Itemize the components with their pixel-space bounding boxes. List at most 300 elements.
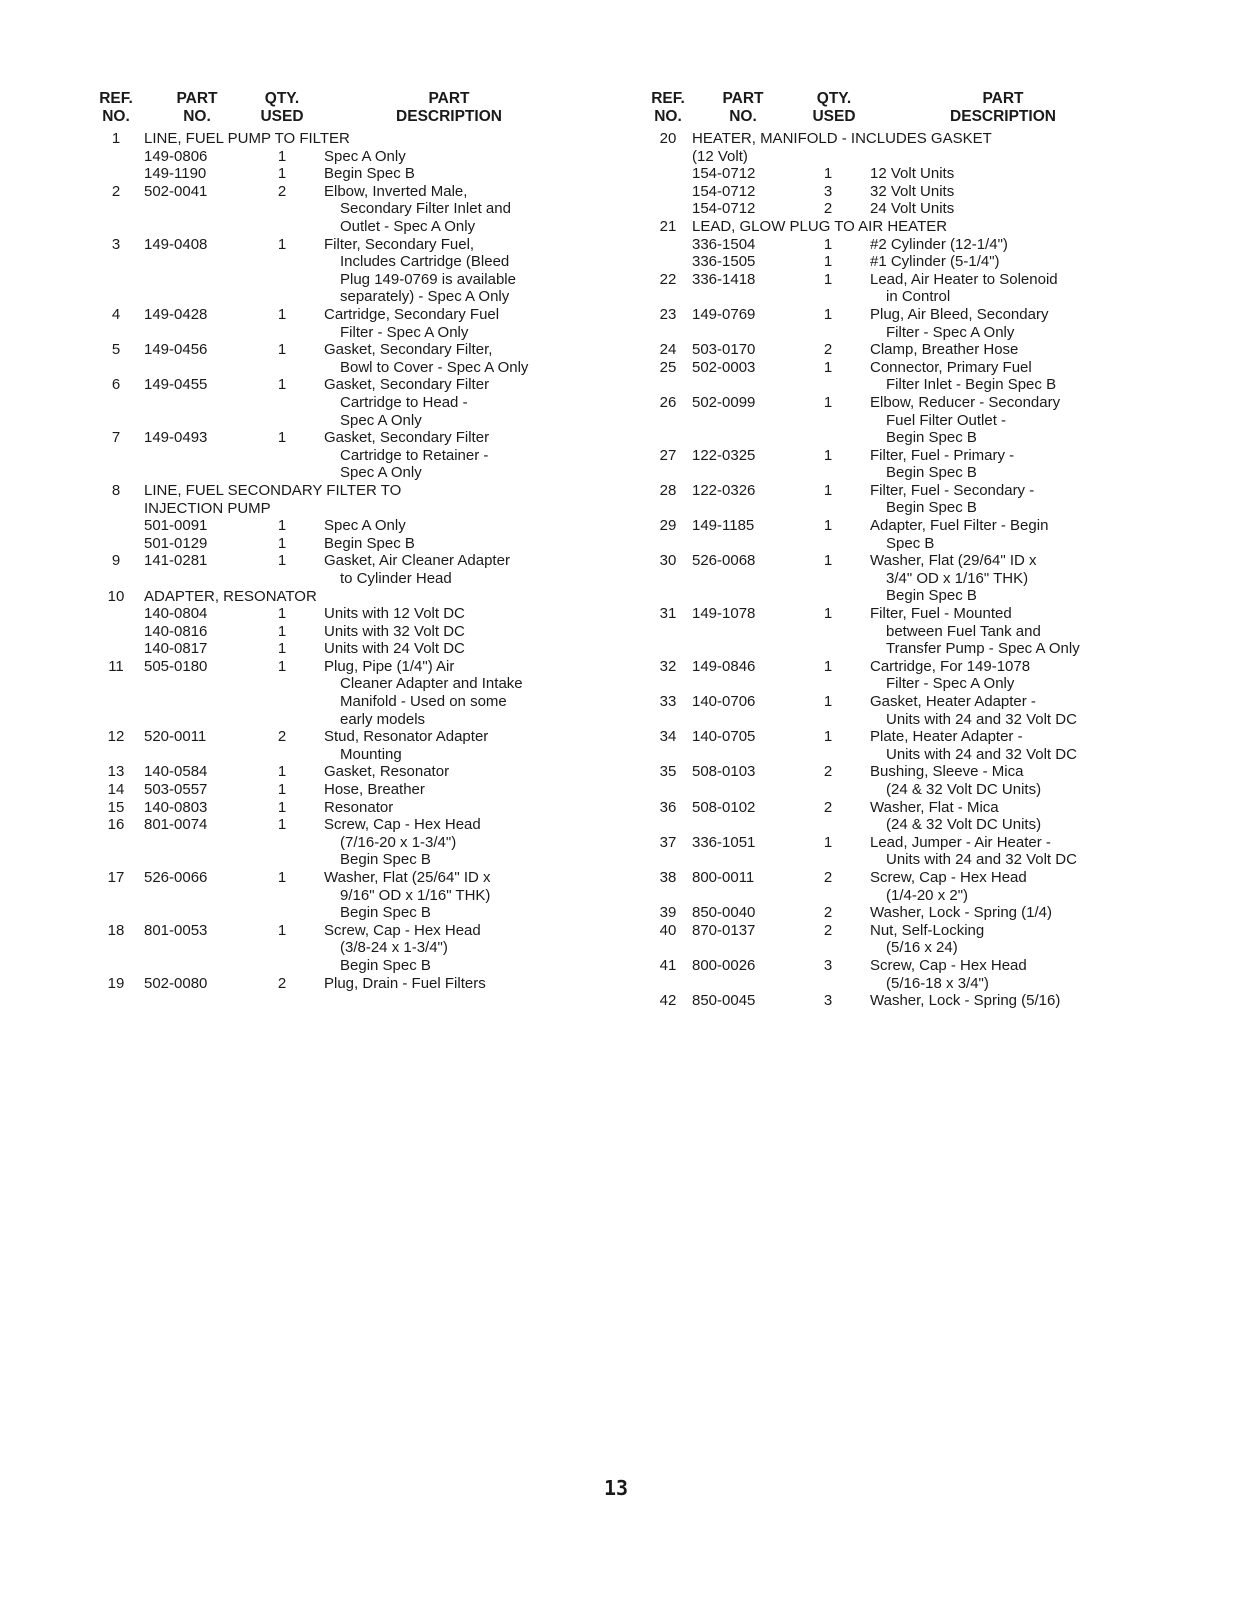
quantity-used: 1	[823, 657, 833, 675]
description-line: Filter, Secondary Fuel,	[324, 235, 475, 253]
table-row	[648, 200, 1148, 218]
part-number: 800-0011	[692, 868, 755, 886]
part-description	[324, 623, 465, 641]
quantity-used: 1	[823, 446, 833, 464]
table-row	[96, 728, 596, 763]
description-line: Plug, Pipe (1/4") Air	[324, 657, 455, 675]
part-description	[870, 992, 1060, 1010]
part-number: 526-0066	[144, 869, 208, 887]
description-line: Washer, Flat (29/64" ID x	[870, 552, 1037, 570]
part-number: 122-0326	[692, 481, 756, 499]
description-line: Units with 32 Volt DC	[324, 622, 465, 640]
description-line: Fuel Filter Outlet -	[886, 411, 1007, 429]
header-qty: QTY. USED	[260, 90, 304, 125]
part-description	[870, 763, 1041, 798]
description-line: Spec A Only	[324, 517, 406, 535]
ref-number: 17	[107, 869, 125, 887]
description-line: Begin Spec B	[886, 464, 977, 482]
description-line: Washer, Lock - Spring (1/4)	[870, 904, 1053, 922]
description-line: Manifold - Used on some	[340, 693, 507, 711]
description-line: in Control	[886, 288, 951, 306]
description-line: Spec A Only	[340, 411, 422, 429]
description-line: Mounting	[340, 745, 402, 763]
table-row	[648, 922, 1148, 957]
part-description	[324, 975, 486, 993]
group-title	[144, 130, 350, 148]
description-line: Elbow, Reducer - Secondary	[870, 393, 1061, 411]
quantity-used: 1	[277, 798, 287, 816]
ref-number: 8	[111, 481, 121, 499]
part-number: 122-0325	[692, 446, 756, 464]
part-description	[324, 429, 489, 482]
ref-number: 13	[107, 763, 125, 781]
part-number: 149-0806	[144, 147, 208, 165]
ref-number: 31	[659, 605, 677, 623]
part-description	[324, 552, 510, 587]
part-number: 154-0712	[692, 200, 756, 218]
part-number: 870-0137	[692, 921, 756, 939]
description-line: Plate, Heater Adapter -	[870, 728, 1023, 746]
part-description	[324, 781, 425, 799]
description-line: Lead, Jumper - Air Heater -	[870, 833, 1051, 851]
left-parts-table	[96, 90, 596, 992]
ref-number: 20	[659, 130, 677, 147]
part-description	[870, 394, 1060, 447]
table-row	[648, 130, 1148, 165]
description-line: Begin Spec B	[324, 165, 415, 183]
quantity-used: 1	[277, 869, 287, 887]
ref-number: 3	[111, 235, 121, 253]
quantity-used: 3	[823, 992, 833, 1010]
quantity-used: 3	[823, 956, 833, 974]
ref-number: 22	[659, 270, 677, 288]
quantity-used: 2	[823, 200, 833, 218]
part-number: 502-0099	[692, 393, 756, 411]
table-row	[96, 552, 596, 587]
table-row	[96, 816, 596, 869]
description-line: (3/8-24 x 1-3/4")	[340, 939, 448, 957]
part-description	[324, 869, 491, 922]
part-description	[870, 341, 1018, 359]
quantity-used: 1	[277, 605, 287, 623]
page-number: 13	[603, 1476, 629, 1500]
description-line: Gasket, Secondary Filter,	[324, 341, 493, 359]
table-row	[648, 183, 1148, 201]
quantity-used: 1	[823, 305, 833, 323]
quantity-used: 2	[277, 728, 287, 746]
parts-rows	[96, 130, 596, 992]
description-line: Filter - Spec A Only	[886, 675, 1015, 693]
header-part-no: PART NO.	[722, 90, 764, 125]
description-line: Gasket, Resonator	[324, 763, 450, 781]
group-title-line: LEAD, GLOW PLUG TO AIR HEATER	[692, 217, 948, 235]
quantity-used: 2	[823, 798, 833, 816]
description-line: between Fuel Tank and	[886, 622, 1041, 640]
table-row	[648, 341, 1148, 359]
part-number: 503-0557	[144, 781, 208, 799]
table-row	[648, 447, 1148, 482]
description-line: Begin Spec B	[886, 429, 977, 447]
quantity-used: 3	[823, 182, 833, 200]
quantity-used: 1	[823, 693, 833, 711]
header-ref: REF. NO.	[99, 90, 133, 125]
table-row	[648, 218, 1148, 236]
part-description	[870, 922, 984, 957]
ref-number: 38	[659, 868, 677, 886]
part-number: 336-1418	[692, 270, 756, 288]
part-description	[870, 728, 1077, 763]
table-row	[96, 763, 596, 781]
description-line: Units with 12 Volt DC	[324, 605, 465, 623]
table-row	[96, 376, 596, 429]
part-description	[870, 306, 1048, 341]
header-description: PART DESCRIPTION	[396, 90, 502, 125]
ref-number: 42	[659, 992, 677, 1010]
quantity-used: 1	[277, 657, 287, 675]
description-line: 12 Volt Units	[870, 165, 955, 183]
part-number: 149-0493	[144, 429, 208, 447]
part-number: 526-0068	[692, 552, 756, 570]
quantity-used: 1	[277, 816, 287, 834]
table-row	[96, 148, 596, 166]
part-description	[870, 271, 1058, 306]
table-row	[96, 623, 596, 641]
description-line: (24 & 32 Volt DC Units)	[886, 816, 1042, 834]
part-description	[870, 834, 1077, 869]
part-number: 502-0041	[144, 182, 208, 200]
group-title-line: INJECTION PUMP	[144, 499, 271, 517]
part-number: 850-0040	[692, 904, 756, 922]
part-description	[870, 236, 1008, 254]
header-part-no: PART NO.	[176, 90, 218, 125]
part-description	[870, 447, 1014, 482]
part-description	[870, 658, 1030, 693]
description-line: Plug 149-0769 is available	[340, 270, 516, 288]
description-line: 9/16" OD x 1/16" THK)	[340, 886, 491, 904]
ref-number: 27	[659, 446, 677, 464]
description-line: Washer, Lock - Spring (5/16)	[870, 992, 1061, 1010]
part-number: 141-0281	[144, 552, 208, 570]
quantity-used: 1	[823, 517, 833, 535]
quantity-used: 1	[277, 305, 287, 323]
description-line: Begin Spec B	[340, 851, 431, 869]
table-row	[648, 236, 1148, 254]
quantity-used: 1	[823, 270, 833, 288]
group-title	[692, 218, 947, 236]
description-line: Begin Spec B	[886, 587, 977, 605]
description-line: Units with 24 and 32 Volt DC	[886, 710, 1077, 728]
part-number: 503-0170	[692, 341, 756, 359]
description-line: Units with 24 and 32 Volt DC	[886, 851, 1077, 869]
table-row	[96, 922, 596, 975]
part-number: 140-0705	[692, 728, 756, 746]
part-number: 502-0080	[144, 974, 208, 992]
group-title	[692, 130, 992, 165]
description-line: Gasket, Heater Adapter -	[870, 693, 1036, 711]
part-number: 149-0428	[144, 305, 208, 323]
part-number: 508-0102	[692, 798, 756, 816]
ref-number: 6	[111, 376, 121, 394]
description-line: Bowl to Cover - Spec A Only	[340, 358, 529, 376]
ref-number: 36	[659, 798, 677, 816]
part-number: 149-0455	[144, 376, 208, 394]
table-row	[648, 693, 1148, 728]
part-description	[324, 605, 465, 623]
description-line: Filter - Spec A Only	[886, 323, 1015, 341]
part-number: 501-0091	[144, 517, 208, 535]
ref-number: 21	[659, 217, 677, 235]
part-number: 801-0074	[144, 816, 208, 834]
description-line: Stud, Resonator Adapter	[324, 728, 489, 746]
quantity-used: 1	[277, 622, 287, 640]
part-description	[870, 605, 1080, 658]
part-number: 149-1078	[692, 605, 756, 623]
table-row	[648, 992, 1148, 1010]
description-line: Includes Cartridge (Bleed	[340, 253, 510, 271]
quantity-used: 1	[823, 358, 833, 376]
description-line: Screw, Cap - Hex Head	[870, 956, 1027, 974]
description-line: Gasket, Secondary Filter	[324, 376, 490, 394]
table-row	[648, 482, 1148, 517]
part-description	[324, 376, 489, 429]
description-line: Plug, Drain - Fuel Filters	[324, 974, 486, 992]
table-row	[96, 130, 596, 148]
quantity-used: 1	[277, 781, 287, 799]
table-row	[96, 236, 596, 306]
description-line: 24 Volt Units	[870, 200, 955, 218]
description-line: 3/4" OD x 1/16" THK)	[886, 569, 1029, 587]
quantity-used: 1	[823, 833, 833, 851]
ref-number: 4	[111, 305, 121, 323]
description-line: Washer, Flat (25/64" ID x	[324, 869, 491, 887]
group-title-line: HEATER, MANIFOLD - INCLUDES GASKET	[692, 130, 992, 147]
quantity-used: 1	[823, 165, 833, 183]
description-line: #1 Cylinder (5-1/4")	[870, 253, 1000, 271]
quantity-used: 2	[823, 921, 833, 939]
part-number: 154-0712	[692, 165, 756, 183]
table-row	[648, 834, 1148, 869]
table-row	[648, 359, 1148, 394]
table-row	[96, 658, 596, 728]
part-description	[870, 799, 1041, 834]
description-line: Resonator	[324, 798, 394, 816]
part-description	[870, 482, 1034, 517]
part-number: 801-0053	[144, 921, 208, 939]
part-number: 850-0045	[692, 992, 756, 1010]
ref-number: 41	[659, 956, 677, 974]
part-number: 149-0456	[144, 341, 208, 359]
description-line: Begin Spec B	[324, 534, 415, 552]
part-number: 336-1051	[692, 833, 756, 851]
ref-number: 25	[659, 358, 677, 376]
ref-number: 18	[107, 921, 125, 939]
table-row	[648, 904, 1148, 922]
group-title	[144, 588, 317, 606]
part-number: 149-0408	[144, 235, 208, 253]
description-line: Filter, Fuel - Secondary -	[870, 481, 1035, 499]
table-row	[96, 517, 596, 535]
table-row	[96, 605, 596, 623]
table-row	[96, 429, 596, 482]
table-row	[648, 869, 1148, 904]
part-description	[324, 816, 481, 869]
description-line: Units with 24 and 32 Volt DC	[886, 745, 1077, 763]
part-description	[324, 799, 393, 817]
description-line: Elbow, Inverted Male,	[324, 182, 468, 200]
description-line: Cartridge to Retainer -	[340, 446, 489, 464]
table-row	[96, 165, 596, 183]
part-description	[324, 922, 481, 975]
table-row	[648, 763, 1148, 798]
description-line: Secondary Filter Inlet and	[340, 200, 511, 218]
quantity-used: 2	[277, 974, 287, 992]
description-line: Filter Inlet - Begin Spec B	[886, 376, 1057, 394]
part-description	[870, 517, 1048, 552]
part-description	[324, 148, 406, 166]
quantity-used: 1	[823, 235, 833, 253]
table-row	[648, 306, 1148, 341]
parts-rows	[648, 130, 1148, 1010]
part-description	[870, 200, 954, 218]
part-description	[324, 535, 415, 553]
header-qty: QTY. USED	[812, 90, 856, 125]
part-description	[870, 957, 1027, 992]
description-line: Connector, Primary Fuel	[870, 358, 1032, 376]
part-description	[870, 253, 1000, 271]
ref-number: 32	[659, 657, 677, 675]
ref-number: 40	[659, 921, 677, 939]
part-number: 508-0103	[692, 763, 756, 781]
part-description	[870, 183, 954, 201]
part-description	[870, 904, 1052, 922]
quantity-used: 1	[277, 640, 287, 658]
ref-number: 5	[111, 341, 121, 359]
description-line: Outlet - Spec A Only	[340, 217, 476, 235]
part-description	[870, 693, 1077, 728]
part-number: 140-0584	[144, 763, 208, 781]
description-line: Cartridge, For 149-1078	[870, 657, 1031, 675]
part-number: 140-0706	[692, 693, 756, 711]
part-description	[324, 183, 511, 236]
part-description	[324, 728, 488, 763]
table-row	[648, 605, 1148, 658]
quantity-used: 1	[277, 517, 287, 535]
description-line: Gasket, Air Cleaner Adapter	[324, 552, 510, 570]
part-description	[870, 165, 954, 183]
ref-number: 23	[659, 305, 677, 323]
group-title-line: ADAPTER, RESONATOR	[144, 587, 317, 605]
table-row	[648, 517, 1148, 552]
description-line: Begin Spec B	[340, 904, 431, 922]
description-line: Spec A Only	[340, 464, 422, 482]
part-description	[324, 306, 499, 341]
right-parts-table	[648, 90, 1148, 1010]
table-row	[648, 253, 1148, 271]
quantity-used: 2	[823, 763, 833, 781]
description-line: (24 & 32 Volt DC Units)	[886, 781, 1042, 799]
header-description: PART DESCRIPTION	[950, 90, 1056, 125]
part-number: 505-0180	[144, 657, 208, 675]
quantity-used: 2	[823, 341, 833, 359]
ref-number: 12	[107, 728, 125, 746]
group-title-line: LINE, FUEL SECONDARY FILTER TO	[144, 481, 402, 499]
table-header	[96, 90, 596, 130]
quantity-used: 1	[823, 393, 833, 411]
description-line: Plug, Air Bleed, Secondary	[870, 305, 1049, 323]
description-line: Spec A Only	[324, 147, 406, 165]
table-row	[96, 535, 596, 553]
description-line: Spec B	[886, 534, 935, 552]
quantity-used: 1	[823, 605, 833, 623]
table-row	[96, 588, 596, 606]
part-number: 140-0803	[144, 798, 208, 816]
description-line: (5/16 x 24)	[886, 939, 958, 957]
description-line: Hose, Breather	[324, 781, 425, 799]
table-row	[96, 306, 596, 341]
part-number: 149-1190	[144, 165, 207, 183]
quantity-used: 1	[277, 763, 287, 781]
part-description	[870, 359, 1056, 394]
table-row	[648, 957, 1148, 992]
part-description	[870, 552, 1037, 605]
ref-number: 39	[659, 904, 677, 922]
ref-number: 7	[111, 429, 121, 447]
group-title-line: LINE, FUEL PUMP TO FILTER	[144, 130, 350, 147]
description-line: (5/16-18 x 3/4")	[886, 974, 989, 992]
description-line: Gasket, Secondary Filter	[324, 429, 490, 447]
ref-number: 33	[659, 693, 677, 711]
description-line: Washer, Flat - Mica	[870, 798, 999, 816]
quantity-used: 1	[277, 165, 287, 183]
part-number: 501-0129	[144, 534, 208, 552]
description-line: Begin Spec B	[340, 957, 431, 975]
ref-number: 26	[659, 393, 677, 411]
part-description	[324, 640, 465, 658]
description-line: Filter - Spec A Only	[340, 323, 469, 341]
quantity-used: 1	[277, 341, 287, 359]
ref-number: 30	[659, 552, 677, 570]
quantity-used: 1	[277, 921, 287, 939]
table-row	[96, 183, 596, 236]
table-row	[96, 781, 596, 799]
part-number: 149-1185	[692, 517, 755, 535]
ref-number: 29	[659, 517, 677, 535]
description-line: Bushing, Sleeve - Mica	[870, 763, 1024, 781]
description-line: separately) - Spec A Only	[340, 288, 510, 306]
table-row	[648, 271, 1148, 306]
description-line: Cleaner Adapter and Intake	[340, 675, 523, 693]
description-line: to Cylinder Head	[340, 569, 452, 587]
description-line: (1/4-20 x 2")	[886, 886, 969, 904]
table-row	[648, 552, 1148, 605]
quantity-used: 1	[277, 552, 287, 570]
description-line: (7/16-20 x 1-3/4")	[340, 833, 457, 851]
ref-number: 9	[111, 552, 121, 570]
part-description	[324, 341, 528, 376]
ref-number: 35	[659, 763, 677, 781]
quantity-used: 1	[277, 376, 287, 394]
quantity-used: 2	[823, 868, 833, 886]
quantity-used: 2	[823, 904, 833, 922]
description-line: 32 Volt Units	[870, 182, 955, 200]
table-row	[96, 799, 596, 817]
part-number: 149-0769	[692, 305, 756, 323]
ref-number: 24	[659, 341, 677, 359]
ref-number: 37	[659, 833, 677, 851]
description-line: Units with 24 Volt DC	[324, 640, 465, 658]
part-description	[324, 658, 523, 728]
ref-number: 10	[107, 587, 125, 605]
